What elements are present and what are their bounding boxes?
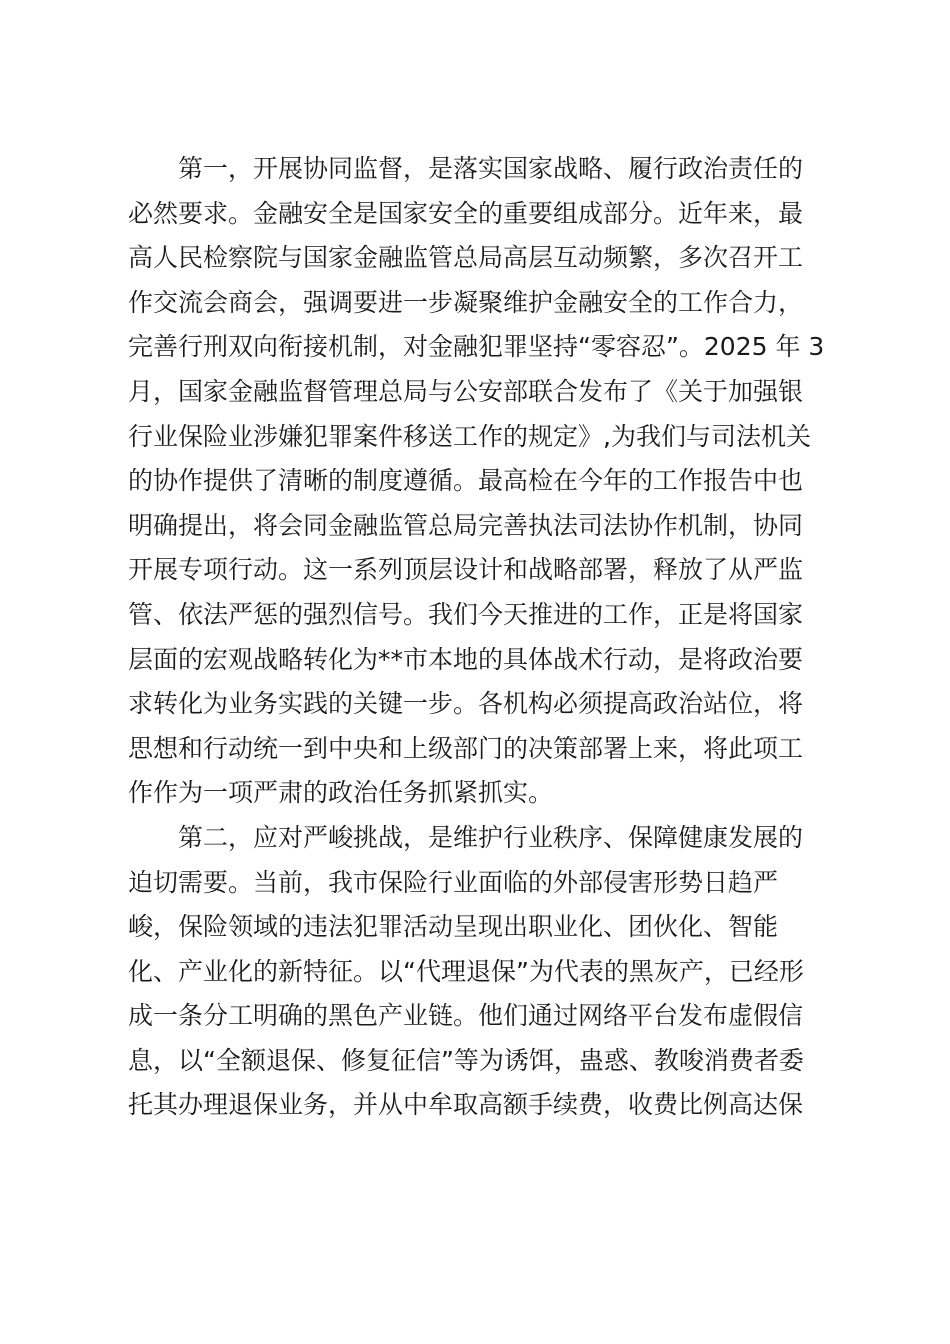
text-line: 迫切需要。当前，我市保险行业面临的外部侵害形势日趋严 — [128, 867, 779, 897]
text-line: 高人民检察院与国家金融监管总局高层互动频繁，多次召开工 — [128, 243, 804, 273]
text-line: 明确提出，将会同金融监管总局完善执法司法协作机制，协同 — [128, 510, 804, 540]
text-line: 完善行刑双向衔接机制，对金融犯罪坚持“零容忍”。2025 年 3 — [128, 332, 825, 362]
paragraph-1 — [128, 147, 828, 816]
text-line: 托其办理退保业务，并从中牟取高额手续费，收费比例高达保 — [128, 1090, 804, 1120]
text-line: 作作为一项严肃的政治任务抓紧抓实。 — [128, 778, 554, 808]
text-line: 管、依法严惩的强烈信号。我们今天推进的工作，正是将国家 — [128, 599, 804, 629]
text-line: 必然要求。金融安全是国家安全的重要组成部分。近年来，最 — [128, 198, 804, 228]
text-line: 峻，保险领域的违法犯罪活动呈现出职业化、团伙化、智能 — [128, 912, 779, 942]
text-line: 思想和行动统一到中央和上级部门的决策部署上来，将此项工 — [128, 733, 804, 763]
text-line: 作交流会商会，强调要进一步凝聚维护金融安全的工作合力， — [128, 287, 804, 317]
text-line: 第二，应对严峻挑战，是维护行业秩序、保障健康发展的 — [178, 822, 804, 852]
text-line: 行业保险业涉嫌犯罪案件移送工作的规定》,为我们与司法机关 — [128, 421, 811, 451]
text-line: 开展专项行动。这一系列顶层设计和战略部署，释放了从严监 — [128, 555, 804, 585]
text-line: 成一条分工明确的黑色产业链。他们通过网络平台发布虚假信 — [128, 1001, 804, 1031]
text-line: 的协作提供了清晰的制度遵循。最高检在今年的工作报告中也 — [128, 466, 804, 496]
text-line: 层面的宏观战略转化为**市本地的具体战术行动，是将政治要 — [128, 644, 804, 674]
paragraph-2 — [128, 816, 828, 1128]
text-line: 第一，开展协同监督，是落实国家战略、履行政治责任的 — [178, 154, 804, 183]
text-line: 求转化为业务实践的关键一步。各机构必须提高政治站位，将 — [128, 689, 804, 719]
text-line: 月，国家金融监督管理总局与公安部联合发布了《关于加强银 — [128, 376, 804, 406]
body-text — [128, 147, 828, 1128]
text-line: 化、产业化的新特征。以“代理退保”为代表的黑灰产，已经形 — [128, 956, 804, 986]
text-line: 息，以“全额退保、修复征信”等为诱饵，蛊惑、教唆消费者委 — [128, 1045, 804, 1075]
